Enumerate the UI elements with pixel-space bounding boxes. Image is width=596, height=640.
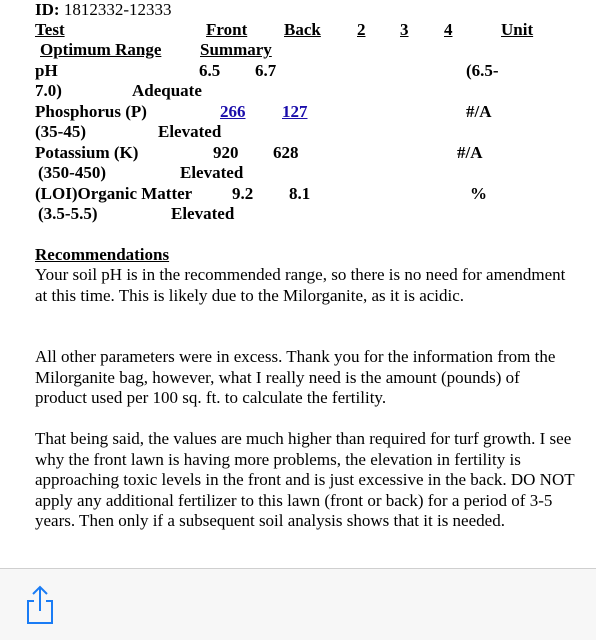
row-organic-matter-summary: Elevated <box>171 204 235 223</box>
row-potassium-range: (350-450) <box>38 163 106 182</box>
row-phosphorus-name: Phosphorus (P) <box>35 102 147 121</box>
recommendation-paragraph-1 <box>35 265 575 306</box>
row-phosphorus-unit: #/A <box>466 102 492 121</box>
row-potassium-back: 628 <box>273 143 299 162</box>
row-potassium-name: Potassium (K) <box>35 143 139 162</box>
row-organic-matter-range: (3.5-5.5) <box>38 204 98 223</box>
header-optimum-range: Optimum Range <box>40 40 162 59</box>
header-col-3: 3 <box>400 20 409 39</box>
recommendation-paragraph-2 <box>35 347 575 409</box>
recommendations-heading: Recommendations <box>35 245 170 264</box>
row-phosphorus-range: (35-45) <box>35 122 86 141</box>
header-col-2: 2 <box>357 20 366 39</box>
row-ph-name: pH <box>35 61 58 80</box>
report-id-value: 1812332-12333 <box>63 0 172 19</box>
header-unit: Unit <box>501 20 534 39</box>
header-summary: Summary <box>200 40 272 59</box>
recommendation-text-3: That being said, the values are much higher than required for turf growth. I see why the front lawn is having more problems, the elevation in fertility is approaching toxic levels in the front and is just excessive in the back. DO NOT apply any additional fertilizer to this lawn (front or back) for a period of 3-5 years. Then only if a subsequent soil analysis shows that it is needed. <box>35 429 575 530</box>
row-ph-summary: Adequate <box>132 81 202 100</box>
row-organic-matter-name: (LOI)Organic Matter <box>35 184 193 203</box>
row-organic-matter-front: 9.2 <box>232 184 254 203</box>
row-ph-range: 7.0) <box>35 81 62 100</box>
bottom-toolbar <box>0 568 596 640</box>
share-icon <box>22 583 58 627</box>
row-organic-matter-unit: % <box>470 184 487 203</box>
row-organic-matter-back: 8.1 <box>289 184 311 203</box>
row-potassium-front: 920 <box>213 143 239 162</box>
row-potassium-unit: #/A <box>457 143 483 162</box>
header-front: Front <box>206 20 248 39</box>
share-button[interactable] <box>18 581 62 629</box>
recommendation-text-1: Your soil pH is in the recommended range, so there is no need for amendment at this time. This is likely due to the Milorganite, as it is acidic. <box>35 265 566 305</box>
header-back: Back <box>284 20 321 39</box>
recommendation-text-2: All other parameters were in excess. Thank you for the information from the Milorganite bag, however, what I really need is the amount (pounds) of product used per 100 sq. ft. to calculate the fertility. <box>35 347 556 407</box>
recommendation-paragraph-3 <box>35 429 575 532</box>
row-ph-unit: (6.5- <box>466 61 499 80</box>
row-ph-front: 6.5 <box>199 61 221 80</box>
report-id-label: ID: <box>35 0 60 19</box>
header-col-4: 4 <box>444 20 453 39</box>
row-phosphorus-front-link[interactable]: 266 <box>220 102 246 121</box>
report-id <box>35 0 171 20</box>
row-potassium-summary: Elevated <box>180 163 244 182</box>
header-test: Test <box>35 20 65 39</box>
row-ph-back: 6.7 <box>255 61 277 80</box>
row-phosphorus-summary: Elevated <box>158 122 222 141</box>
row-phosphorus-back-link[interactable]: 127 <box>282 102 308 121</box>
